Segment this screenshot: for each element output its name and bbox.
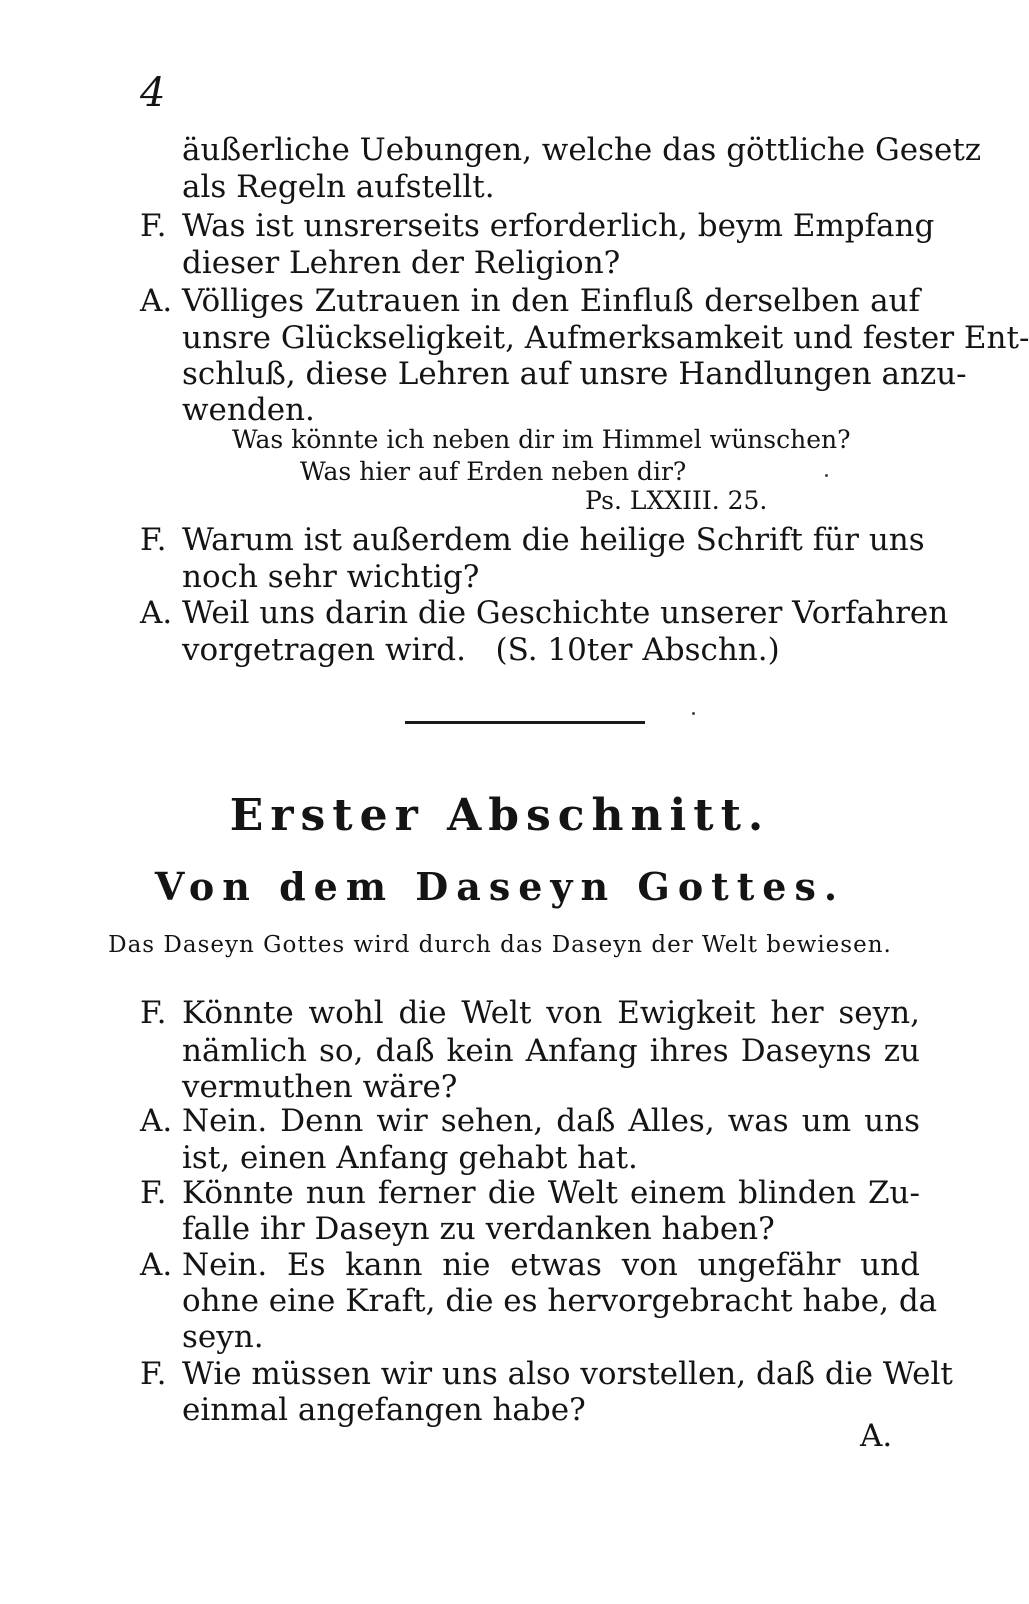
text-line: dieser Lehren der Religion? <box>182 245 621 281</box>
answer-marker: A. <box>140 283 173 319</box>
catchword: A. <box>860 1418 893 1454</box>
question-line: F. Was ist unsrerseits erforderlich, beym Empfang <box>140 208 935 244</box>
print-speck <box>825 474 828 477</box>
page-number: 4 <box>140 70 166 116</box>
text-line: nämlich so, daß kein Anfang ihres Daseyns zu <box>182 1033 920 1069</box>
verse-line-2: Was hier auf Erden neben dir? <box>300 457 687 486</box>
text-line: falle ihr Daseyn zu verdanken haben? <box>182 1211 775 1247</box>
text-line: als Regeln aufstellt. <box>182 169 495 205</box>
question-marker: F. <box>140 995 167 1031</box>
answer-marker: A. <box>140 1247 173 1283</box>
question-line: F. Warum ist außerdem die heilige Schrift für uns <box>140 522 925 558</box>
section-summary: Das Daseyn Gottes wird durch das Daseyn der Welt bewiesen. <box>108 932 892 958</box>
text-line: unsre Glückseligkeit, Aufmerksamkeit und fester Ent- <box>182 320 1029 356</box>
text-line: schluß, diese Lehren auf unsre Handlungen anzu- <box>182 356 967 392</box>
answer-line: A. Nein. Denn wir sehen, daß Alles, was um uns <box>140 1103 920 1139</box>
verse-line-1: Was könnte ich neben dir im Himmel wünschen? <box>232 425 851 454</box>
answer-marker: A. <box>140 595 173 631</box>
text-line: einmal angefangen habe? <box>182 1392 586 1428</box>
text-line: ist, einen Anfang gehabt hat. <box>182 1140 638 1176</box>
section-divider <box>405 721 645 724</box>
text-line: noch sehr wichtig? <box>182 559 480 595</box>
text-line: ohne eine Kraft, die es hervorgebracht habe, da <box>182 1283 938 1319</box>
question-line: F. Könnte nun ferner die Welt einem blinden Zu- <box>140 1175 920 1211</box>
print-speck <box>692 712 695 715</box>
text-line: wenden. <box>182 392 315 428</box>
question-marker: F. <box>140 208 167 244</box>
question-line: F. Könnte wohl die Welt von Ewigkeit her seyn, <box>140 995 920 1031</box>
question-line: F. Wie müssen wir uns also vorstellen, daß die Welt <box>140 1356 953 1392</box>
answer-line: A. Weil uns darin die Geschichte unserer Vorfahren <box>140 595 949 631</box>
answer-marker: A. <box>140 1103 173 1139</box>
answer-line: A. Nein. Es kann nie etwas von ungefähr und <box>140 1247 920 1283</box>
text-line: vermuthen wäre? <box>182 1069 458 1105</box>
text-line: seyn. <box>182 1319 264 1355</box>
section-title: Erster Abschnitt. <box>229 790 771 841</box>
text-line: äußerliche Uebungen, welche das göttliche Gesetz <box>182 132 982 168</box>
verse-reference: Ps. LXXIII. 25. <box>585 486 768 515</box>
question-marker: F. <box>140 1356 167 1392</box>
answer-line: A. Völliges Zutrauen in den Einfluß derselben auf <box>140 283 920 319</box>
question-marker: F. <box>140 1175 167 1211</box>
section-subtitle: Von dem Daseyn Gottes. <box>154 864 846 909</box>
text-line: vorgetragen wird. (S. 10ter Abschn.) <box>182 632 780 668</box>
question-marker: F. <box>140 522 167 558</box>
